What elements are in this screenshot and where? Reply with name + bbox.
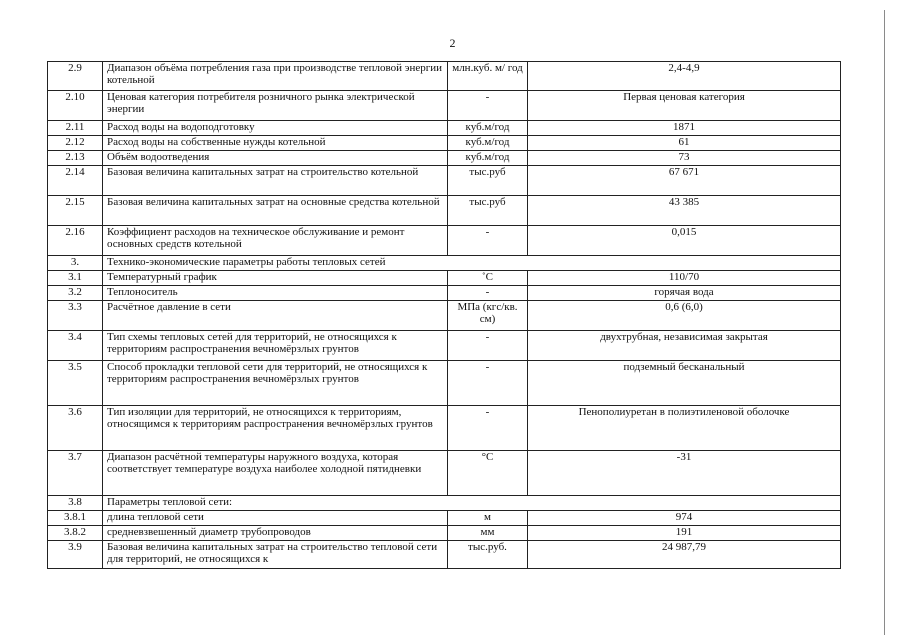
row-number: 2.11 [48,121,103,136]
unit-cell: МПа (кгс/кв. см) [448,301,528,331]
row-number: 2.12 [48,136,103,151]
unit-cell: куб.м/год [448,136,528,151]
unit-cell: - [448,286,528,301]
table-row [48,286,841,301]
value-cell: 43 385 [528,196,841,226]
parameter-name: Базовая величина капитальных затрат на основные средства котельной [103,196,448,226]
value-cell: 974 [528,511,841,526]
parameter-name: средневзвешенный диаметр трубопроводов [103,526,448,541]
row-number: 3.5 [48,361,103,406]
value-cell: -31 [528,451,841,496]
value-cell: 2,4-4,9 [528,62,841,91]
table-row [48,511,841,526]
unit-cell: м [448,511,528,526]
row-number: 2.10 [48,91,103,121]
row-number: 3. [48,256,103,271]
parameter-name: Коэффициент расходов на техническое обслуживание и ремонт основных средств котельной [103,226,448,256]
row-number: 3.8 [48,496,103,511]
row-number: 3.7 [48,451,103,496]
section-row [48,256,841,271]
value-cell: 191 [528,526,841,541]
parameter-name: Способ прокладки тепловой сети для территорий, не относящихся к территориям распространения вечномёрзлых грунтов [103,361,448,406]
parameter-name: длина тепловой сети [103,511,448,526]
value-cell: 0,015 [528,226,841,256]
parameter-name: Базовая величина капитальных затрат на строительство тепловой сети для территорий, не относящихся к [103,541,448,569]
page-edge-divider [884,10,885,635]
table-row [48,226,841,256]
value-cell: 67 671 [528,166,841,196]
value-cell: подземный бесканальный [528,361,841,406]
table-row [48,151,841,166]
table-row [48,406,841,451]
parameter-name: Расчётное давление в сети [103,301,448,331]
table-row [48,541,841,569]
section-title: Технико-экономические параметры работы тепловых сетей [103,256,841,271]
parameter-name: Ценовая категория потребителя розничного рынка электрической энергии [103,91,448,121]
unit-cell: тыс.руб. [448,541,528,569]
parameter-name: Диапазон объёма потребления газа при производстве тепловой энергии котельной [103,62,448,91]
unit-cell: - [448,406,528,451]
parameter-name: Расход воды на водоподготовку [103,121,448,136]
row-number: 3.4 [48,331,103,361]
row-number: 3.1 [48,271,103,286]
table-row [48,526,841,541]
row-number: 3.6 [48,406,103,451]
row-number: 3.8.1 [48,511,103,526]
table-row [48,91,841,121]
unit-cell: - [448,331,528,361]
parameter-name: Расход воды на собственные нужды котельной [103,136,448,151]
unit-cell: млн.куб. м/ год [448,62,528,91]
table-row [48,62,841,91]
unit-cell: куб.м/год [448,121,528,136]
parameters-table [47,61,841,569]
value-cell: 110/70 [528,271,841,286]
unit-cell: тыс.руб [448,166,528,196]
parameter-name: Теплоноситель [103,286,448,301]
parameter-name: Диапазон расчётной температуры наружного воздуха, которая соответствует температуре воздуха наиболее холодной пятидневки [103,451,448,496]
value-cell: 24 987,79 [528,541,841,569]
parameter-name: Температурный график [103,271,448,286]
unit-cell: мм [448,526,528,541]
row-number: 2.13 [48,151,103,166]
value-cell: двухтрубная, независимая закрытая [528,331,841,361]
row-number: 2.16 [48,226,103,256]
value-cell: 0,6 (6,0) [528,301,841,331]
row-number: 2.14 [48,166,103,196]
table-row [48,451,841,496]
unit-cell: ˚С [448,271,528,286]
table-row [48,271,841,286]
row-number: 2.15 [48,196,103,226]
unit-cell: °С [448,451,528,496]
row-number: 3.2 [48,286,103,301]
parameter-name: Базовая величина капитальных затрат на строительство котельной [103,166,448,196]
unit-cell: - [448,226,528,256]
page-number: 2 [449,36,456,50]
row-number: 3.8.2 [48,526,103,541]
row-number: 2.9 [48,62,103,91]
parameter-name: Объём водоотведения [103,151,448,166]
table-row [48,301,841,331]
value-cell: 61 [528,136,841,151]
table-row [48,136,841,151]
unit-cell: тыс.руб [448,196,528,226]
unit-cell: куб.м/год [448,151,528,166]
value-cell: горячая вода [528,286,841,301]
table-row [48,166,841,196]
table-row [48,331,841,361]
unit-cell: - [448,91,528,121]
value-cell: 1871 [528,121,841,136]
parameter-name: Тип изоляции для территорий, не относящихся к территориям, относящимся к территориям распространения вечномёрзлых грунтов [103,406,448,451]
parameter-name: Тип схемы тепловых сетей для территорий, не относящихся к территориям распространения вечномёрзлых грунтов [103,331,448,361]
row-number: 3.3 [48,301,103,331]
row-number: 3.9 [48,541,103,569]
unit-cell: - [448,361,528,406]
value-cell: 73 [528,151,841,166]
value-cell: Первая ценовая категория [528,91,841,121]
section-title: Параметры тепловой сети: [103,496,841,511]
table-row [48,196,841,226]
table-row [48,361,841,406]
section-row [48,496,841,511]
value-cell: Пенополиуретан в полиэтиленовой оболочке [528,406,841,451]
table-row [48,121,841,136]
